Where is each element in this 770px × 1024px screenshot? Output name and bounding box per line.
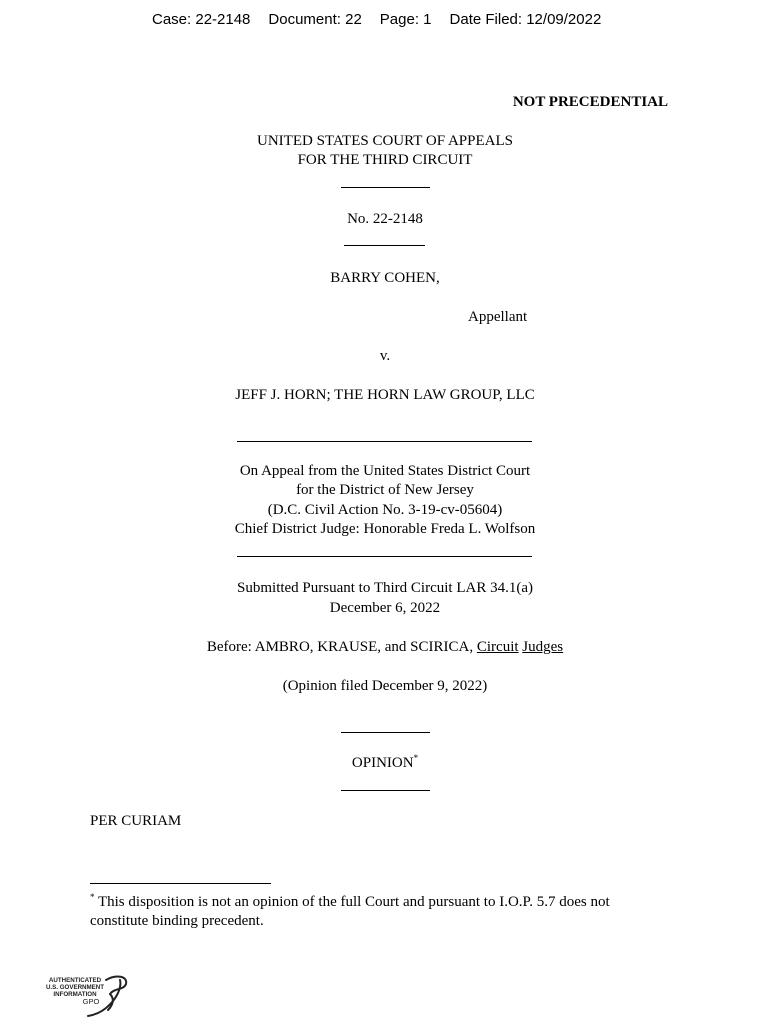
appeal-line-2: for the District of New Jersey [296, 482, 474, 498]
header-page: Page: 1 [379, 11, 432, 28]
submission-date: December 6, 2022 [329, 600, 441, 616]
header-case: Case: 22-2148 [152, 11, 251, 28]
divider [341, 790, 430, 791]
appellant-name: BARRY COHEN, [330, 270, 440, 286]
case-header [152, 11, 619, 28]
panel-judges [0, 638, 770, 658]
submission-line-1: Submitted Pursuant to Third Circuit LAR 34.1(a) [237, 580, 533, 596]
court-name-line-2: FOR THE THIRD CIRCUIT [297, 152, 473, 168]
appeal-line-1: On Appeal from the United States District Court [239, 463, 531, 479]
per-curiam: PER CURIAM [90, 813, 182, 829]
gpo-text-2: U.S. GOVERNMENT [45, 984, 105, 991]
footnote-marker: * [90, 892, 95, 902]
opinion-filed-date: (Opinion filed December 9, 2022) [282, 678, 488, 694]
precedential-designation: NOT PRECEDENTIAL [512, 94, 668, 110]
panel-circuit: Circuit [476, 639, 519, 655]
gpo-text-4: GPO [82, 997, 100, 1006]
panel-prefix: Before: AMBRO, KRAUSE, and SCIRICA, [206, 639, 477, 655]
appellees-names: JEFF J. HORN; THE HORN LAW GROUP, LLC [235, 387, 535, 403]
opinion-heading-text: OPINION [351, 755, 414, 771]
panel-judges-label: Judges [522, 639, 564, 655]
district-judge: Chief District Judge: Honorable Freda L. Wolfson [234, 521, 536, 537]
header-document: Document: 22 [268, 11, 362, 28]
footnote-line-1 [90, 893, 610, 913]
opinion-heading [0, 754, 770, 774]
divider [237, 556, 532, 557]
gpo-text-1: AUTHENTICATED [48, 977, 102, 984]
divider [344, 245, 425, 246]
footnote-line-2: constitute binding precedent. [90, 913, 264, 929]
appellant-role: Appellant [468, 309, 528, 325]
header-date-filed: Date Filed: 12/09/2022 [449, 11, 602, 28]
footnote-text-1: This disposition is not an opinion of the full Court and pursuant to I.O.P. 5.7 does not [94, 894, 610, 910]
gpo-authentication-logo [44, 972, 130, 1018]
footnote-separator [90, 883, 271, 884]
gpo-text-3: INFORMATION [53, 991, 97, 998]
versus: v. [379, 348, 391, 364]
case-number: No. 22-2148 [347, 211, 423, 227]
divider [237, 441, 532, 442]
divider [341, 187, 430, 188]
court-name-line-1: UNITED STATES COURT OF APPEALS [257, 133, 513, 149]
divider [341, 732, 430, 733]
opinion-footnote-marker: * [413, 753, 419, 763]
civil-action-number: (D.C. Civil Action No. 3-19-cv-05604) [267, 502, 503, 518]
